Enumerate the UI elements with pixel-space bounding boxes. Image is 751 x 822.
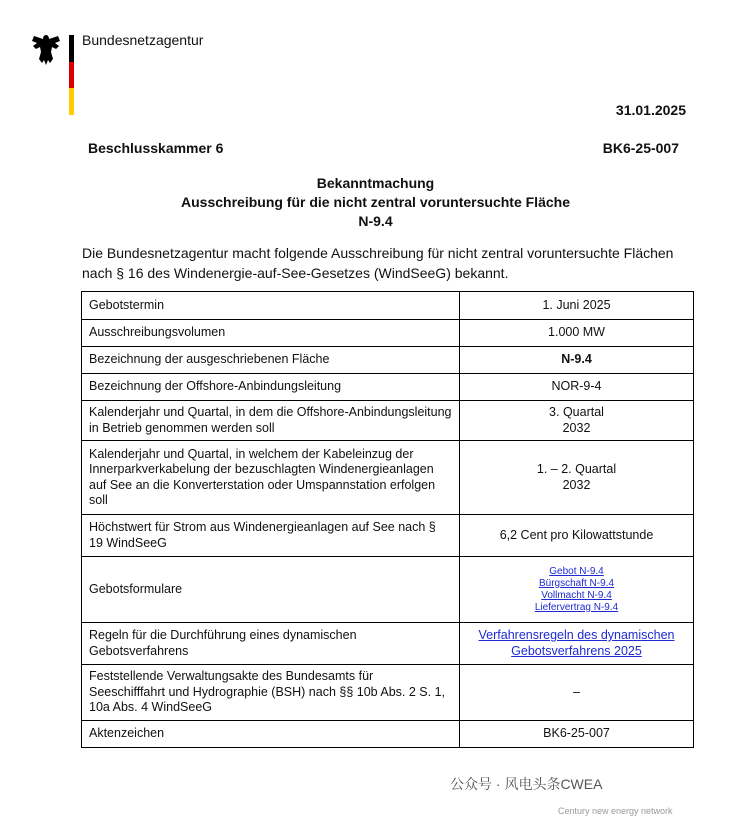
- document-date: 31.01.2025: [615, 102, 686, 118]
- row-value: [460, 401, 694, 441]
- link-procedure-rules[interactable]: [467, 628, 686, 659]
- table-row: [82, 292, 694, 320]
- row-value: NOR-9-4: [460, 374, 694, 401]
- intro-paragraph: Die Bundesnetzagentur macht folgende Ausschreibung für nicht zentral voruntersuchte Flächen nach § 16 des Windenergie-auf-See-Gesetzes (WindSeeG) bekannt.: [82, 245, 674, 281]
- watermark-text: 公众号 · 风电头条CWEA: [450, 776, 603, 792]
- value-line: 2032: [562, 420, 591, 435]
- agency-name: Bundesnetzagentur: [82, 32, 204, 48]
- table-row: [82, 347, 694, 374]
- document-title: [0, 174, 751, 231]
- row-value: 1. Juni 2025: [460, 292, 694, 320]
- table-row: [82, 401, 694, 441]
- row-label: Aktenzeichen: [82, 721, 460, 748]
- table-row: [82, 665, 694, 721]
- link-line: Gebotsverfahrens 2025: [511, 643, 642, 658]
- table-row: [82, 374, 694, 401]
- value-line: 3. Quartal: [549, 405, 604, 419]
- row-label: Gebotstermin: [82, 292, 460, 320]
- row-label: Feststellende Verwaltungsakte des Bundesamts für Seeschifffahrt und Hydrographie (BSH) nach §§ 10b Abs. 2 S. 1, 10a Abs. 4 WindSeeG: [82, 665, 460, 721]
- table-row: [82, 515, 694, 557]
- row-label: Höchstwert für Strom aus Windenergieanlagen auf See nach § 19 WindSeeG: [82, 515, 460, 557]
- link-supply-contract-form[interactable]: Liefervertrag N-9.4: [534, 601, 619, 613]
- row-label: Bezeichnung der Offshore-Anbindungsleitung: [82, 374, 460, 401]
- row-value: 6,2 Cent pro Kilowattstunde: [460, 515, 694, 557]
- table-row: [82, 441, 694, 515]
- row-value: [460, 623, 694, 665]
- table-row: [82, 623, 694, 665]
- value-line: 2032: [562, 477, 591, 492]
- row-label: Regeln für die Durchführung eines dynamischen Gebotsverfahrens: [82, 623, 460, 665]
- link-guarantee-form[interactable]: Bürgschaft N-9.4: [538, 577, 615, 589]
- row-value: N-9.4: [460, 347, 694, 374]
- row-label: Kalenderjahr und Quartal, in dem die Offshore-Anbindungsleitung in Betrieb genommen werden soll: [82, 401, 460, 441]
- chamber-name: Beschlusskammer 6: [88, 140, 224, 156]
- table-row: [82, 320, 694, 347]
- watermark-subtext: Century new energy network: [558, 806, 673, 816]
- value-line: 1. – 2. Quartal: [536, 462, 617, 476]
- row-label: Bezeichnung der ausgeschriebenen Fläche: [82, 347, 460, 374]
- link-line: Verfahrensregeln des dynamischen: [478, 628, 675, 642]
- row-label: Kalenderjahr und Quartal, in welchem der Kabeleinzug der Innerparkverkabelung der bezuschlagten Windenergieanlagen auf See an die Konverterstation oder Umspannstation erfolgen soll: [82, 441, 460, 515]
- link-bid-form[interactable]: Gebot N-9.4: [549, 565, 604, 577]
- link-power-of-attorney-form[interactable]: Vollmacht N-9.4: [541, 589, 612, 601]
- reference-number: BK6-25-007: [602, 140, 679, 156]
- row-value: –: [460, 665, 694, 721]
- title-line-2: Ausschreibung für die nicht zentral voruntersuchte Fläche: [181, 194, 570, 210]
- table-row: [82, 721, 694, 748]
- row-value: BK6-25-007: [460, 721, 694, 748]
- title-line-3: N-9.4: [358, 213, 393, 229]
- row-label: Gebotsformulare: [82, 557, 460, 623]
- row-value: [460, 557, 694, 623]
- federal-eagle-logo: [30, 32, 62, 66]
- german-flag-bar: [69, 35, 74, 115]
- title-line-1: Bekanntmachung: [316, 175, 435, 191]
- row-value: 1.000 MW: [460, 320, 694, 347]
- row-value: [460, 441, 694, 515]
- tender-info-table: [81, 291, 694, 748]
- table-row: [82, 557, 694, 623]
- row-label: Ausschreibungsvolumen: [82, 320, 460, 347]
